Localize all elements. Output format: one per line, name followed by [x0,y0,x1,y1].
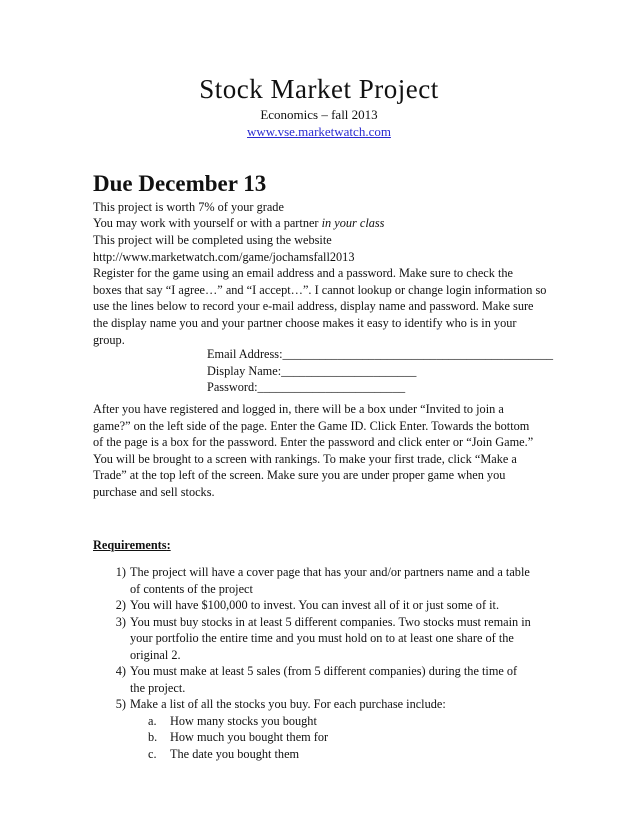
password-field: Password:________________________ [207,380,406,394]
instructions-line: of the page is a box for the password. Enter the password and click enter or “Join Game.” [93,435,534,450]
purchase-detail-item [96,746,556,763]
intro-line: use the lines below to record your e-mail address, display name and password. Make sure [93,299,534,314]
document-subtitle: Economics – fall 2013 [260,107,378,122]
document-title: Stock Market Project [199,74,439,104]
partner-rule-emphasis: in your class [321,216,385,230]
requirement-text: your portfolio the entire time and you must hold on to at least one share of the [130,631,514,645]
requirement-number: 4) [115,664,126,678]
requirement-item [96,663,556,696]
grade-weight-text: This project is worth 7% of your grade [93,200,284,214]
requirement-text: You will have $100,000 to invest. You can invest all of it or just some of it. [130,598,500,612]
intro-line: http://www.marketwatch.com/game/jochamsfall2013 [93,249,355,264]
purchase-detail-letter: a. [148,713,157,728]
purchase-detail-text: The date you bought them [170,746,300,761]
instructions-line: After you have registered and logged in, there will be a box under “Invited to join a [93,402,504,416]
intro-paragraph [93,232,553,348]
intro-line: Register for the game using an email address and a password. Make sure to check the [93,266,514,281]
purchase-detail-item [96,729,556,746]
purchase-detail-letter: c. [148,746,157,761]
intro-line: This project will be completed using the website [93,233,332,247]
partner-rule-prefix: You may work with yourself or with a partner [93,216,322,230]
login-record-fields [207,346,553,396]
instructions-line: Trade” at the top left of the screen. Make sure you are under proper game when you [93,468,506,483]
intro-line: the display name you and your partner choose makes it easy to identify who is in your [93,315,517,330]
purchase-detail-letter: b. [148,730,158,744]
requirements-heading-text: Requirements [93,538,167,552]
requirement-number: 1) [115,565,126,579]
requirement-text: Make a list of all the stocks you buy. For each purchase include: [130,697,446,711]
requirement-number: 3) [115,614,126,629]
display-name-field: Display Name:______________________ [207,363,417,378]
requirements-heading [93,538,171,553]
instructions-line: You will be brought to a screen with rankings. To make your first trade, click “Make a [93,451,517,466]
requirement-text: of contents of the project [130,581,253,596]
requirement-text: You must make at least 5 sales (from 5 different companies) during the time of [130,664,518,678]
requirement-number: 5) [115,697,126,711]
requirement-item [96,597,556,614]
game-url-link[interactable]: www.vse.marketwatch.com [247,124,391,139]
requirement-text: the project. [130,680,186,695]
requirement-item [96,696,556,713]
requirements-heading-colon: : [166,538,171,552]
requirements-list [96,564,556,762]
requirement-item [96,564,556,597]
partner-rule-text [93,215,384,232]
purchase-detail-text: How many stocks you bought [170,713,317,728]
requirement-text: original 2. [130,647,181,662]
intro-line: boxes that say “I agree…” and “I accept…”. I cannot lookup or change login information so [93,282,547,297]
requirement-item [96,614,556,664]
instructions-line: purchase and sell stocks. [93,484,215,499]
requirement-text: The project will have a cover page that has your and/or partners name and a table [130,565,530,579]
purchase-detail-item [96,713,556,730]
instructions-paragraph [93,401,553,501]
instructions-line: game?” on the left side of the page. Enter the Game ID. Click Enter. Towards the bottom [93,418,530,433]
requirement-text: You must buy stocks in at least 5 different companies. Two stocks must remain in [130,614,531,629]
purchase-detail-text: How much you bought them for [170,730,329,744]
due-date-heading: Due December 13 [93,171,267,196]
requirement-number: 2) [115,598,126,612]
email-address-field: Email Address:____________________________________________ [207,347,554,361]
intro-line: group. [93,332,125,347]
